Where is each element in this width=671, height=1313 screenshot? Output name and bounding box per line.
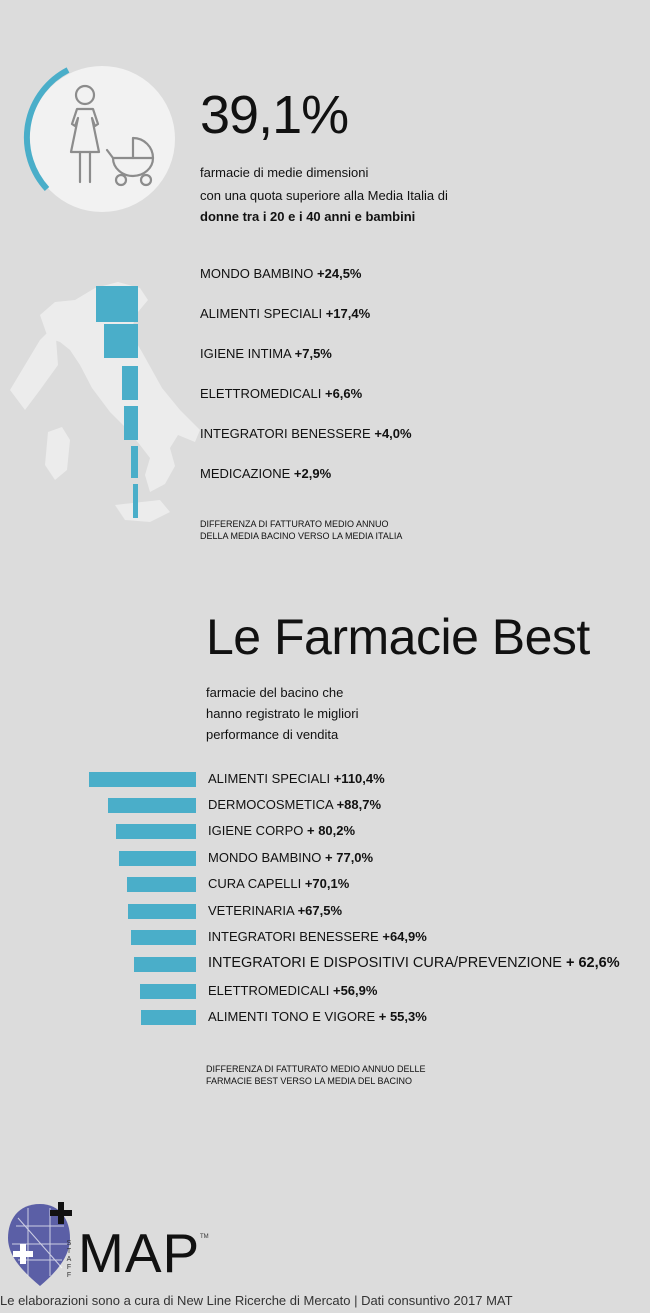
best-item-value: + 62,6%: [566, 955, 620, 971]
best-item: [208, 929, 427, 944]
best-item-label: IGIENE CORPO: [208, 823, 304, 838]
best-item-value: +67,5%: [297, 903, 343, 918]
regional-item-value: +7,5%: [294, 346, 332, 361]
best-bar-integratori-dispositivi: [134, 957, 196, 972]
best-item-label: ALIMENTI SPECIALI: [208, 771, 331, 786]
logo-trademark: TM: [200, 1234, 209, 1240]
hero-line-3: donne tra i 20 e i 40 anni e bambini: [200, 209, 416, 224]
regional-item: [200, 266, 361, 281]
best-item-value: +64,9%: [382, 929, 427, 944]
best-bar-elettromedicali: [140, 984, 196, 999]
best-bar-alimenti-tono-vigore: [141, 1010, 196, 1025]
best-bar-dermocosmetica: [108, 798, 196, 813]
best-title: Le Farmacie Best: [206, 609, 590, 665]
best-item-value: +110,4%: [333, 771, 385, 786]
regional-bar-integratori-benessere: [131, 446, 138, 478]
best-item: [208, 797, 381, 812]
best-item-value: + 55,3%: [378, 1009, 427, 1024]
logo-vertical-text: S T A F F: [66, 1240, 72, 1279]
best-item-label: DERMOCOSMETICA: [208, 797, 333, 812]
best-item: [208, 771, 385, 786]
best-item: [208, 823, 355, 838]
best-item-value: + 77,0%: [325, 850, 374, 865]
best-item-label: ALIMENTI TONO E VIGORE: [208, 1009, 376, 1024]
regional-bar-elettromedicali: [124, 406, 138, 440]
best-item-value: +70,1%: [304, 876, 350, 891]
regional-item-label: IGIENE INTIMA: [200, 346, 292, 361]
best-item-label: INTEGRATORI BENESSERE: [208, 929, 379, 944]
mother-and-stroller-icon: [55, 82, 165, 192]
regional-bar-medicazione: [133, 484, 138, 518]
best-item-value: +88,7%: [336, 797, 382, 812]
best-item-label: VETERINARIA: [208, 903, 294, 918]
hero-line-2: con una quota superiore alla Media Italia di: [200, 188, 448, 203]
best-bar-alimenti-speciali: [89, 772, 196, 787]
regional-item-value: +17,4%: [325, 306, 371, 321]
regional-note-line-2: DELLA MEDIA BACINO VERSO LA MEDIA ITALIA: [200, 531, 403, 541]
regional-bar-alimenti-speciali: [104, 324, 138, 358]
best-item-value: + 80,2%: [306, 823, 356, 838]
logo-wordmark: MAP: [78, 1222, 201, 1284]
best-item: [208, 955, 620, 971]
best-item-label: ELETTROMEDICALI: [208, 983, 330, 998]
regional-note: [200, 518, 402, 542]
hero-percent: 39,1%: [200, 85, 349, 145]
regional-item-value: +2,9%: [293, 466, 332, 481]
best-sub-1: farmacie del bacino che: [206, 685, 344, 700]
regional-note-line-1: DIFFERENZA DI FATTURATO MEDIO ANNUO: [200, 519, 389, 529]
best-item-label: MONDO BAMBINO: [208, 850, 322, 865]
regional-item: [200, 466, 331, 481]
best-bar-mondo-bambino: [119, 851, 196, 866]
best-bar-veterinaria: [128, 904, 196, 919]
best-sub-2: hanno registrato le migliori: [206, 706, 359, 721]
regional-item: [200, 426, 412, 441]
best-item: [208, 1009, 427, 1024]
regional-item-label: MEDICAZIONE: [200, 466, 291, 481]
best-sub-3: performance di vendita: [206, 727, 339, 742]
best-bar-igiene-corpo: [116, 824, 196, 839]
best-item-label: CURA CAPELLI: [208, 876, 302, 891]
regional-item-label: INTEGRATORI BENESSERE: [200, 426, 371, 441]
best-bar-integratori-benessere: [131, 930, 196, 945]
regional-item-value: +4,0%: [374, 426, 412, 441]
regional-item-label: MONDO BAMBINO: [200, 266, 314, 281]
hero-line-1: farmacie di medie dimensioni: [200, 165, 369, 180]
regional-item: [200, 346, 332, 361]
best-note-line-1: DIFFERENZA DI FATTURATO MEDIO ANNUO DELLE: [206, 1064, 426, 1074]
regional-item-value: +24,5%: [317, 266, 362, 281]
best-item: [208, 983, 377, 998]
best-item: [208, 876, 349, 891]
best-note: [206, 1063, 426, 1087]
best-item: [208, 850, 373, 865]
best-note-line-2: FARMACIE BEST VERSO LA MEDIA DEL BACINO: [206, 1076, 413, 1086]
regional-item-label: ELETTROMEDICALI: [200, 386, 322, 401]
best-item-value: +56,9%: [332, 983, 378, 998]
best-item-label: INTEGRATORI E DISPOSITIVI CURA/PREVENZIONE: [208, 955, 562, 971]
regional-bar-mondo-bambino: [96, 286, 138, 322]
best-item: [208, 903, 342, 918]
regional-item-value: +6,6%: [324, 386, 363, 401]
regional-item-label: ALIMENTI SPECIALI: [200, 306, 323, 321]
regional-item: [200, 386, 362, 401]
best-bar-cura-capelli: [127, 877, 196, 892]
regional-bar-igiene-intima: [122, 366, 138, 400]
regional-item: [200, 306, 370, 321]
footer-credit: Le elaborazioni sono a cura di New Line Ricerche di Mercato | Dati consuntivo 2017 MAT: [0, 1293, 513, 1308]
